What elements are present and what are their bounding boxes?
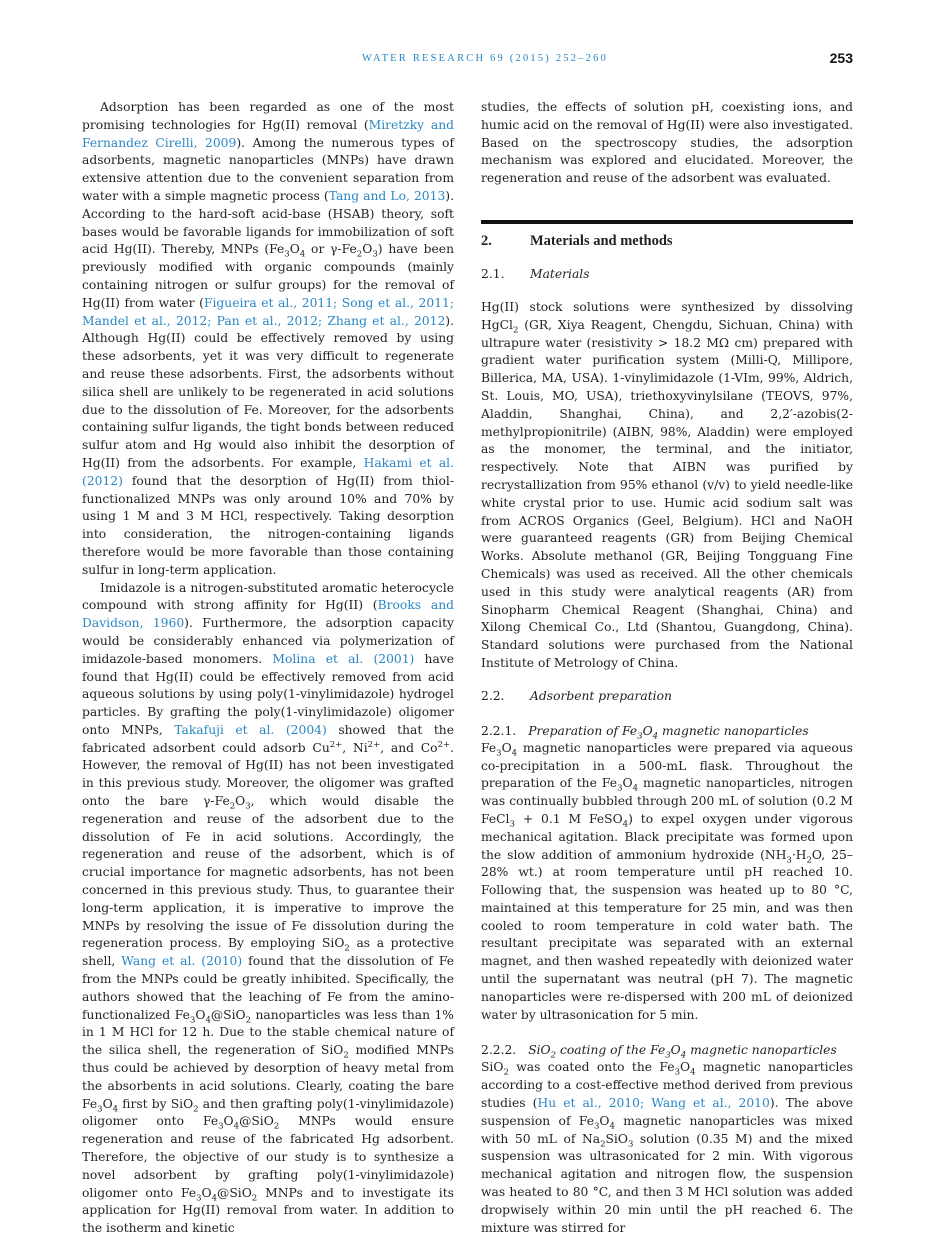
journal-title: WATER RESEARCH 69 (2015) 252–260	[362, 53, 608, 64]
citation-link[interactable]: Hakami et al. (2012)	[82, 455, 454, 488]
citation-link[interactable]: Molina et al. (2001)	[272, 651, 415, 666]
paragraph-intro-1: Adsorption has been regarded as one of the most promising technologies for Hg(II) removal (Miretzky and Fernandez Cirelli, 2009). Among the numerous types of adsorbents, magnetic nanoparticles (MNPs) have drawn extensive attention due to the convenient separation from water with a simple magnetic process (Tang and Lo, 2013). According to the hard-soft acid-base (HSAB) theory, soft bases would be favorable ligands for immobilization of soft acid Hg(II). Thereby, MNPs ($Fe_3O_4$ or $\gamma-Fe_2O_3$) have been previously modified with organic compounds (mainly containing nitrogen or sulfur groups) for the removal of Hg(II) from water (Figueira et al., 2011; Song et al., 2011; Mandel et al., 2012; Pan et al., 2012; Zhang et al., 2012). Although Hg(II) could be effectively removed by using these adsorbents, yet it was very difficult to regenerate and reuse these adsorbents. First, the adsorbents without silica shell are unlikely to be regenerated in acid solutions due to the dissolution of Fe. Moreover, for the adsorbents containing sulfur ligands, the tight bonds between reduced sulfur atom and Hg would also inhibit the desorption of Hg(II) from the adsorbents. For example, Hakami et al. (2012) found that the desorption of Hg(II) from thiol-functionalized MNPs was only around 10% and 70% by using 1 M and 3 M HCl, respectively. Taking desorption into consideration, the nitrogen-containing ligands therefore would be more favorable than those containing sulfur in long-term application.	[82, 100, 455, 577]
subsection-heading-2-1: 2.1. Materials	[481, 266, 590, 281]
citation-link[interactable]: Wang et al. (2010)	[121, 954, 243, 969]
citation-link[interactable]: Hu et al., 2010; Wang et al., 2010	[537, 1096, 770, 1111]
section-heading-2: 2. Materials and methods	[481, 232, 673, 249]
paragraph-materials: Hg(II) stock solutions were synthesized by dissolving HgCl$_2$ (GR, Xiya Reagent, Chengdu, Sichuan, China) with ultrapure water (resistivity > 18.2 MΩ cm) prepared with gradient water purification system (Milli-Q, Millipore, Billerica, MA, USA). 1-vinylimidazole (1-VIm, 99%, Aldrich, St. Louis, MO, USA), triethoxyvinylsilane (TEOVS, 97%, Aladdin, Shanghai, China), and 2,2′-azobis(2-methylpropionitrile) (AIBN, 98%, Aladdin) were employed as the monomer, the terminal, and the initiator, respectively. Note that AIBN was purified by recrystallization from 95% ethanol (v/v) to yield needle-like white crystal prior to use. Humic acid sodium salt was from ACROS Organics (Geel, Belgium). HCl and NaOH were guaranteed reagents (GR) from Beijing Chemical Works. Absolute methanol (GR, Beijing Tongguang Fine Chemicals) was used as received. All the other chemicals used in this study were analytical reagents (AR) from Sinopharm Chemical Reagent (Shanghai, China) and Xilong Chemical Co., Ltd (Shantou, Guangdong, China). Standard solutions were purchased from the National Institute of Metrology of China.	[481, 299, 853, 670]
subsubsection-heading-2-2-2: 2.2.2. SiO$_2$ coating of the $Fe_3O_4$ magnetic nanoparticles	[481, 1043, 837, 1061]
citation-link[interactable]: Miretzky and Fernandez Cirelli, 2009	[82, 117, 455, 150]
subsection-heading-2-2: 2.2. Adsorbent preparation	[481, 688, 672, 703]
citation-link[interactable]: Tang and Lo, 2013	[328, 188, 446, 203]
subsubsection-heading-2-2-1: 2.2.1. Preparation of $Fe_3O_4$ magnetic nanoparticles	[481, 723, 809, 742]
paragraph-intro-end: studies, the effects of solution pH, coexisting ions, and humic acid on the removal of Hg(II) were also investigated. Based on the spectroscopy studies, the adsorption mechanism was explored and elucidated. Moreover, the regeneration and reuse of the adsorbent was evaluated.	[481, 100, 853, 186]
paragraph-sio2-coating: SiO$_2$ was coated onto the $Fe_3O_4$ magnetic nanoparticles according to a cost-effective method derived from previous studies (Hu et al., 2010; Wang et al., 2010). The above suspension of $Fe_3O_4$ magnetic nanoparticles was mixed with 50 mL of $Na_2SiO_3$ solution (0.35 M) and the mixed suspension was ultrasonicated for 2 min. With vigorous mechanical agitation and nitrogen flow, the suspension was heated to 80 °C, and then 3 M HCl solution was added dropwisely within 20 min until the pH reached 6. The mixture was stirred for	[481, 1060, 854, 1235]
citation-link[interactable]: Figueira et al., 2011; Song et al., 2011; Mandel et al., 2012; Pan et al., 2012; Zhang et al., 2012	[82, 295, 454, 328]
paragraph-fe3o4-prep: $Fe_3O_4$ magnetic nanoparticles were prepared via aqueous co-precipitation in a 500-mL flask. Throughout the preparation of the $Fe_3O_4$ magnetic nanoparticles, nitrogen was continually bubbled through 200 mL of solution (0.2 M FeCl$_3$ + 0.1 M FeSO$_4$) to expel oxygen under vigorous mechanical agitation. Black precipitate was formed upon the slow addition of ammonium hydroxide ($NH_3\cdot H_2O$, 25–28% wt.) at room temperature until pH reached 10. Following that, the suspension was heated up to 80 °C, maintained at this temperature for 25 min, and was then cooled to room temperature in cold water bath. The resultant precipitate was separated with an external magnet, and then washed repeatedly with deionized water until the supernatant was neutral (pH 7). The magnetic nanoparticles were re-dispersed with 200 mL of deionized water by ultrasonication for 5 min.	[481, 740, 853, 1022]
paragraph-intro-2: Imidazole is a nitrogen-substituted aromatic heterocycle compound with strong affinity for Hg(II) (Brooks and Davidson, 1960). Furthermore, the adsorption capacity would be considerably enhanced via polymerization of imidazole-based monomers. Molina et al. (2001) have found that Hg(II) could be effectively removed from acid aqueous solutions by using poly(1-vinylimidazole) hydrogel particles. By grafting the poly(1-vinylimidazole) oligomer onto MNPs, Takafuji et al. (2004) showed that the fabricated adsorbent could adsorb $Cu^{2+}$, $Ni^{2+}$, and $Co^{2+}$. However, the removal of Hg(II) has not been investigated in this previous study. Moreover, the oligomer was grafted onto the bare $\gamma-Fe_2O_3$, which would disable the regeneration and reuse of the adsorbent due to the dissolution of Fe in acid solutions. Accordingly, the regeneration and reuse of the adsorbent, which is of crucial importance for magnetic adsorbents, has not been concerned in this previous study. Thus, to guarantee their long-term application, it is imperative to improve the MNPs by resolving the issue of Fe dissolution during the regeneration process. By employing SiO$_2$ as a protective shell, Wang et al. (2010) found that the dissolution of Fe from the MNPs could be greatly inhibited. Specifically, the authors showed that the leaching of Fe from the amino-functionalized $Fe_3O_4@SiO_2$ nanoparticles was less than 1% in 1 M HCl for 12 h. Due to the stable chemical nature of the silica shell, the regeneration of SiO$_2$ modified MNPs thus could be achieved by desorption of heavy metal from the absorbents in acid solutions. Clearly, coating the bare $Fe_3O_4$ first by SiO$_2$ and then grafting poly(1-vinylimidazole) oligomer onto $Fe_3O_4@SiO_2$ MNPs would ensure regeneration and reuse of the fabricated Hg adsorbent. Therefore, the objective of our study is to synthesize a novel adsorbent by grafting poly(1-vinylimidazole) oligomer onto $Fe_3O_4@SiO_2$ MNPs and to investigate its application for Hg(II) removal from water. In addition to the isotherm and kinetic	[82, 580, 455, 1236]
section-rule	[481, 220, 853, 224]
right-column	[481, 99, 853, 1237]
citation-link[interactable]: Brooks and Davidson, 1960	[82, 598, 455, 631]
page-number: 253	[829, 50, 853, 66]
left-column	[82, 99, 454, 1238]
running-header	[82, 50, 853, 70]
citation-link[interactable]: Takafuji et al. (2004)	[174, 722, 327, 737]
